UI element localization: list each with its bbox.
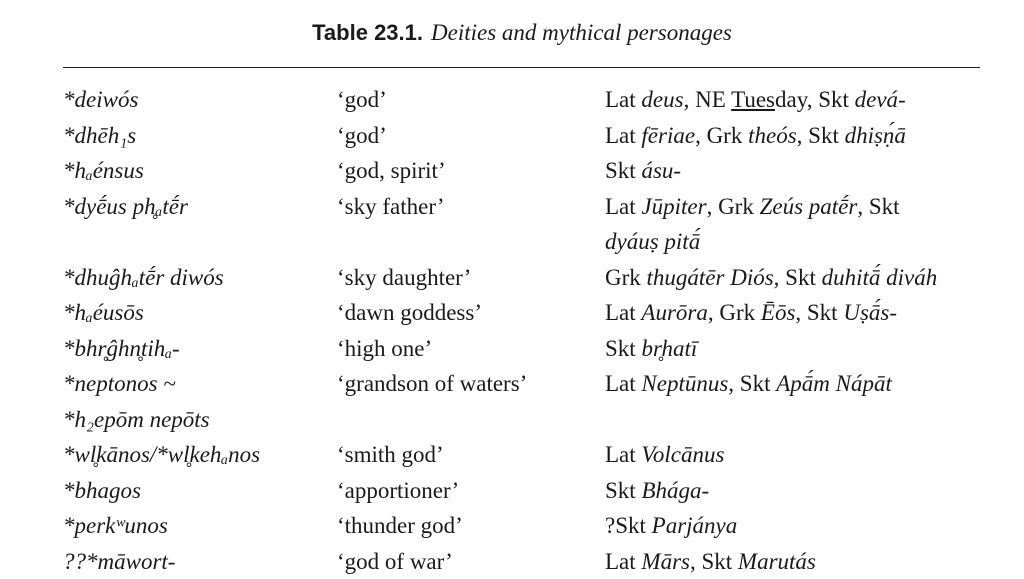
cognate-line	[605, 366, 892, 402]
cognate-line	[605, 189, 900, 225]
cognate-word: Bhága-	[641, 478, 709, 503]
cognate-text: Grk	[605, 265, 647, 290]
cognate-text: Lat	[605, 300, 641, 325]
cognate-line	[605, 473, 709, 509]
reconstructed-form	[63, 260, 224, 296]
gloss: ‘god, spirit’	[337, 153, 446, 189]
form-text: *dhuĝhₐtḗr diwós	[63, 265, 224, 290]
gloss: ‘grandson of waters’	[337, 366, 527, 402]
cognate-text: , Skt	[774, 265, 822, 290]
cognate-line	[605, 544, 816, 579]
cognate-word: dyáuṣ pitā́	[605, 229, 700, 254]
reconstructed-form	[63, 437, 260, 473]
cognate-word: Marutás	[738, 549, 816, 574]
cognate-line	[605, 437, 724, 473]
cognate-word: dhiṣṇ́ā	[845, 123, 906, 148]
cognate-line	[605, 260, 937, 296]
cognate-line	[605, 82, 906, 118]
table-row	[0, 260, 1024, 296]
cognate-text: Lat	[605, 371, 641, 396]
table-top-rule	[63, 67, 980, 68]
cognate-text: ?Skt	[605, 513, 652, 538]
table-row	[0, 295, 1024, 331]
table-row	[0, 473, 1024, 509]
cognates	[605, 508, 737, 544]
table-row	[0, 82, 1024, 118]
gloss: ‘god’	[337, 82, 387, 118]
cognates	[605, 437, 724, 473]
cognate-text: , Grk	[708, 300, 761, 325]
cognate-text: Skt	[605, 336, 641, 361]
table-row	[0, 544, 1024, 579]
form-text: *bhr̥ĝhn̥tihₐ-	[63, 336, 180, 361]
table-row	[0, 437, 1024, 473]
cognate-text: Lat	[605, 442, 641, 467]
cognates	[605, 544, 816, 579]
cognate-text: Lat	[605, 549, 641, 574]
table-row	[0, 153, 1024, 189]
cognate-line	[605, 224, 900, 260]
cognate-word: Zeús patḗr	[760, 194, 858, 219]
table-row	[0, 331, 1024, 367]
reconstructed-form	[63, 473, 141, 509]
gloss: ‘sky daughter’	[337, 260, 471, 296]
cognate-word: Jūpiter	[641, 194, 706, 219]
cognate-text: , Skt	[795, 300, 843, 325]
form-text: *wl̥kānos/*wl̥kehₐnos	[63, 442, 260, 467]
cognate-line	[605, 295, 897, 331]
form-text-continued: *h₂epōm nepōts	[63, 402, 210, 438]
gloss: ‘dawn goddess’	[337, 295, 482, 331]
cognates	[605, 366, 892, 402]
cognate-word: Apā́m Nápāt	[776, 371, 892, 396]
reconstructed-form	[63, 508, 168, 544]
cognate-word: Parjánya	[652, 513, 738, 538]
form-text: *hₐénsus	[63, 158, 144, 183]
cognate-text: Tues	[731, 87, 775, 112]
cognate-word: ásu-	[641, 158, 681, 183]
form-text: *neptonos ~	[63, 366, 210, 402]
gloss: ‘apportioner’	[337, 473, 459, 509]
table-caption	[0, 20, 1024, 46]
gloss: ‘smith god’	[337, 437, 444, 473]
reconstructed-form	[63, 544, 175, 579]
cognate-text: Lat	[605, 194, 641, 219]
cognates	[605, 331, 697, 367]
cognate-word: devá-	[855, 87, 906, 112]
cognate-word: deus	[641, 87, 683, 112]
cognate-line	[605, 508, 737, 544]
form-text: *bhagos	[63, 478, 141, 503]
cognate-line	[605, 118, 906, 154]
form-text: ??*māwort-	[63, 549, 175, 574]
cognates	[605, 189, 900, 260]
form-text: *perkʷunos	[63, 513, 168, 538]
form-text: *dyḗus ph̥ₐtḗr	[63, 189, 188, 225]
cognate-text: , Skt	[797, 123, 845, 148]
cognate-text: , Grk	[707, 194, 760, 219]
cognates	[605, 82, 906, 118]
cognate-word: Volcānus	[641, 442, 724, 467]
cognates	[605, 473, 709, 509]
table-row	[0, 508, 1024, 544]
form-text: *dhēh₁s	[63, 123, 136, 148]
gloss: ‘god’	[337, 118, 387, 154]
cognate-word: duhitā́ diváh	[822, 265, 938, 290]
cognate-line	[605, 331, 697, 367]
reconstructed-form	[63, 295, 144, 331]
cognates	[605, 118, 906, 154]
gloss: ‘god of war’	[337, 544, 453, 579]
cognate-text: Skt	[605, 478, 641, 503]
form-text: *deiwós	[63, 87, 138, 112]
cognate-word: Uṣā́s-	[843, 300, 897, 325]
cognate-text: , Grk	[695, 123, 748, 148]
table-body	[0, 82, 1024, 579]
gloss: ‘sky father’	[337, 189, 445, 225]
cognate-word: theós	[748, 123, 797, 148]
cognate-text: Lat	[605, 87, 641, 112]
cognates	[605, 260, 937, 296]
cognate-word: Ēōs	[761, 300, 796, 325]
table-title: Deities and mythical personages	[431, 20, 732, 45]
cognate-text: , NE	[684, 87, 732, 112]
cognate-word: Aurōra	[641, 300, 707, 325]
cognate-word: fēriae	[641, 123, 695, 148]
table-row	[0, 118, 1024, 154]
cognate-word: br̥hatī	[641, 336, 697, 361]
cognate-text: , Skt	[857, 194, 899, 219]
table-row	[0, 189, 1024, 260]
cognate-word: thugátēr Diós	[647, 265, 774, 290]
reconstructed-form	[63, 153, 144, 189]
table-row	[0, 366, 1024, 437]
form-text: *hₐéusōs	[63, 300, 144, 325]
cognate-word: Neptūnus	[641, 371, 728, 396]
reconstructed-form	[63, 366, 210, 437]
cognate-text: , Skt	[690, 549, 738, 574]
reconstructed-form	[63, 82, 138, 118]
reconstructed-form	[63, 118, 136, 154]
gloss: ‘high one’	[337, 331, 432, 367]
cognates	[605, 295, 897, 331]
cognates	[605, 153, 681, 189]
cognate-text: , Skt	[728, 371, 776, 396]
cognate-text: Lat	[605, 123, 641, 148]
cognate-text: day	[775, 87, 807, 112]
reconstructed-form	[63, 189, 188, 225]
cognate-line	[605, 153, 681, 189]
cognate-word: Mārs	[641, 549, 690, 574]
cognate-text: Skt	[605, 158, 641, 183]
cognate-text: , Skt	[807, 87, 855, 112]
table-number: Table 23.1.	[312, 20, 423, 45]
gloss: ‘thunder god’	[337, 508, 463, 544]
reconstructed-form	[63, 331, 180, 367]
